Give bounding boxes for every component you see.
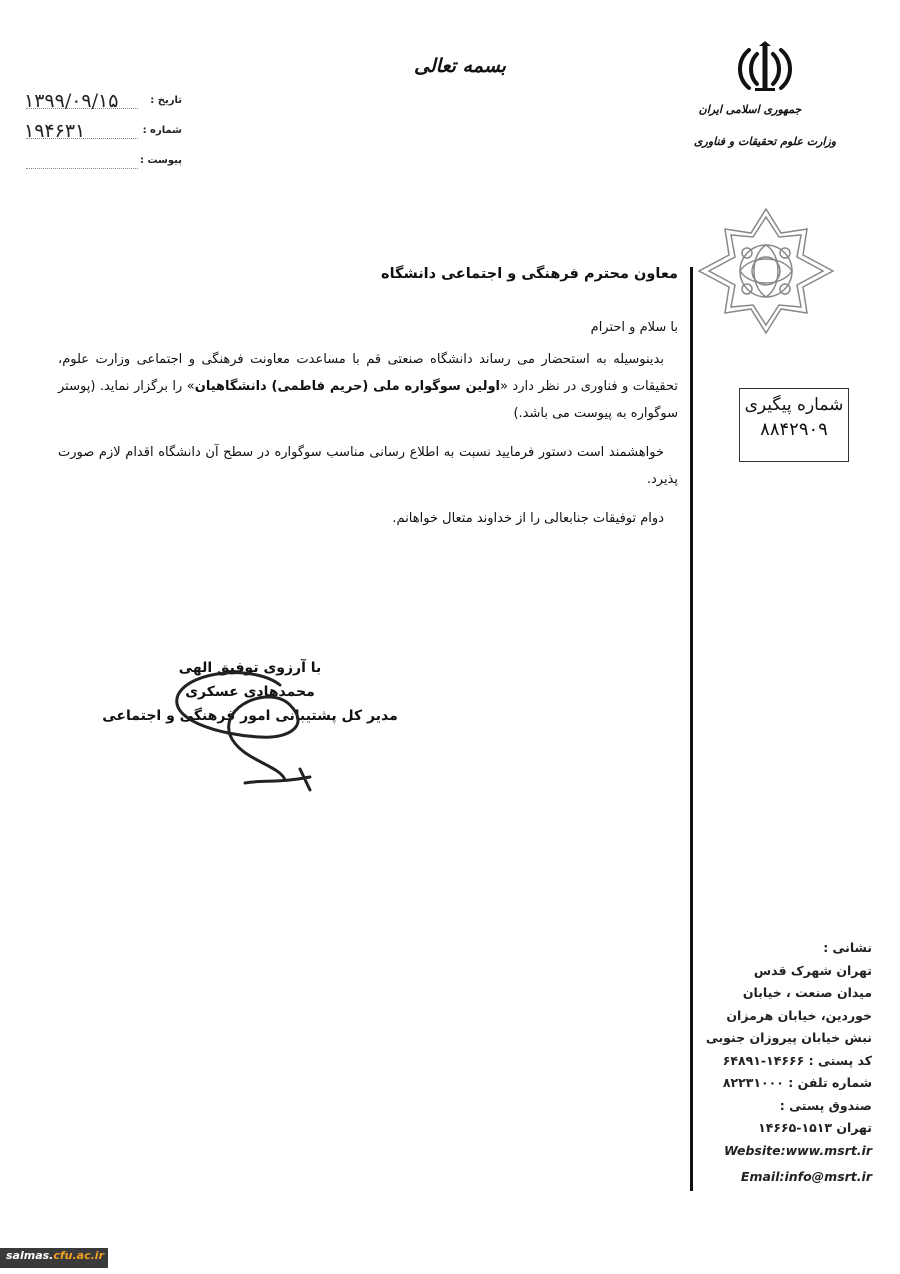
iran-emblem-icon xyxy=(735,40,795,94)
signature-block xyxy=(100,660,400,724)
po-box: تهران ۱۵۱۳-۱۴۶۶۵ xyxy=(758,1120,872,1135)
address-block xyxy=(702,937,872,1189)
number-value: ۱۹۴۶۳۱ xyxy=(24,120,86,142)
vertical-divider xyxy=(690,267,693,1191)
ministry-name: وزارت علوم تحقیقات و فناوری xyxy=(693,135,837,148)
watermark-accent: cfu.ac.ir xyxy=(53,1249,104,1262)
email-link[interactable]: Email:info@msrt.ir xyxy=(740,1169,872,1184)
event-title: اولین سوگواره ملی (حریم فاطمی) دانشگاهیان xyxy=(194,379,501,394)
address-line: میدان صنعت ، خیابان xyxy=(742,985,872,1000)
dotted-line xyxy=(26,168,138,169)
signer-name: محمدهادی عسکری xyxy=(185,684,315,700)
greeting: با سلام و احترام xyxy=(590,320,678,335)
address-label: نشانی : xyxy=(823,940,872,955)
paragraph-1-text: بدینوسیله به استحضار می رساند دانشگاه صنعتی قم با مساعدت معاونت فرهنگی و اجتماعی وزارت علوم، تحقیقات و فناوری در نظر دارد « xyxy=(58,352,679,394)
paragraph-2-text: خواهشمند است دستور فرمایید نسبت به اطلاع رسانی مناسب سوگواره در سطح آن دانشگاه اقدام لازم صورت پذیرد. xyxy=(58,445,678,487)
paragraph-2 xyxy=(58,439,678,493)
date-value: ۱۳۹۹/۰۹/۱۵ xyxy=(24,90,119,112)
date-label: تاریخ : xyxy=(150,95,182,106)
government-name: جمهوری اسلامی ایران xyxy=(698,103,802,116)
signer-title: مدیر کل پشتیبانی امور فرهنگی و اجتماعی xyxy=(102,708,398,724)
watermark xyxy=(6,1249,104,1262)
postal-code: کد پستی : ۱۴۶۶۶-۶۴۸۹۱ xyxy=(722,1052,872,1068)
number-label: شماره : xyxy=(142,125,182,136)
po-box-label: صندوق پستی : xyxy=(779,1097,872,1113)
attachment-field xyxy=(22,152,182,174)
bismillah-heading: بسمه تعالی xyxy=(414,55,506,77)
recipient-line: معاون محترم فرهنگی و اجتماعی دانشگاه xyxy=(381,266,678,282)
website-link[interactable]: Website:www.msrt.ir xyxy=(724,1142,872,1158)
tracking-number-box xyxy=(739,388,849,462)
phone-number: شماره تلفن : ۸۲۲۳۱۰۰۰ xyxy=(722,1075,872,1090)
islamic-ornament-icon xyxy=(695,205,837,337)
number-field xyxy=(22,122,182,144)
address-line: خوردین، خیابان هرمزان xyxy=(726,1007,872,1023)
attachment-label: پیوست : xyxy=(139,155,182,166)
paragraph-1 xyxy=(58,346,678,427)
date-field xyxy=(22,92,182,114)
watermark-prefix: salmas. xyxy=(6,1249,54,1262)
tracking-number: ۸۸۴۲۹۰۹ xyxy=(760,419,828,440)
tracking-label: شماره پیگیری xyxy=(744,395,844,415)
signature-closing: با آرزوی توفیق الهی xyxy=(178,660,322,676)
paragraph-3-text: دوام توفیقات جنابعالی را از خداوند متعال خواهانم. xyxy=(392,511,664,526)
paragraph-1-text-end: » را برگزار نماید. (پوستر سوگواره به پیوست می باشد.) xyxy=(58,379,678,421)
paragraph-3 xyxy=(58,505,678,532)
address-line: تهران شهرک قدس xyxy=(753,962,872,978)
address-line: نبش خیابان پیروزان جنوبی xyxy=(705,1030,872,1045)
